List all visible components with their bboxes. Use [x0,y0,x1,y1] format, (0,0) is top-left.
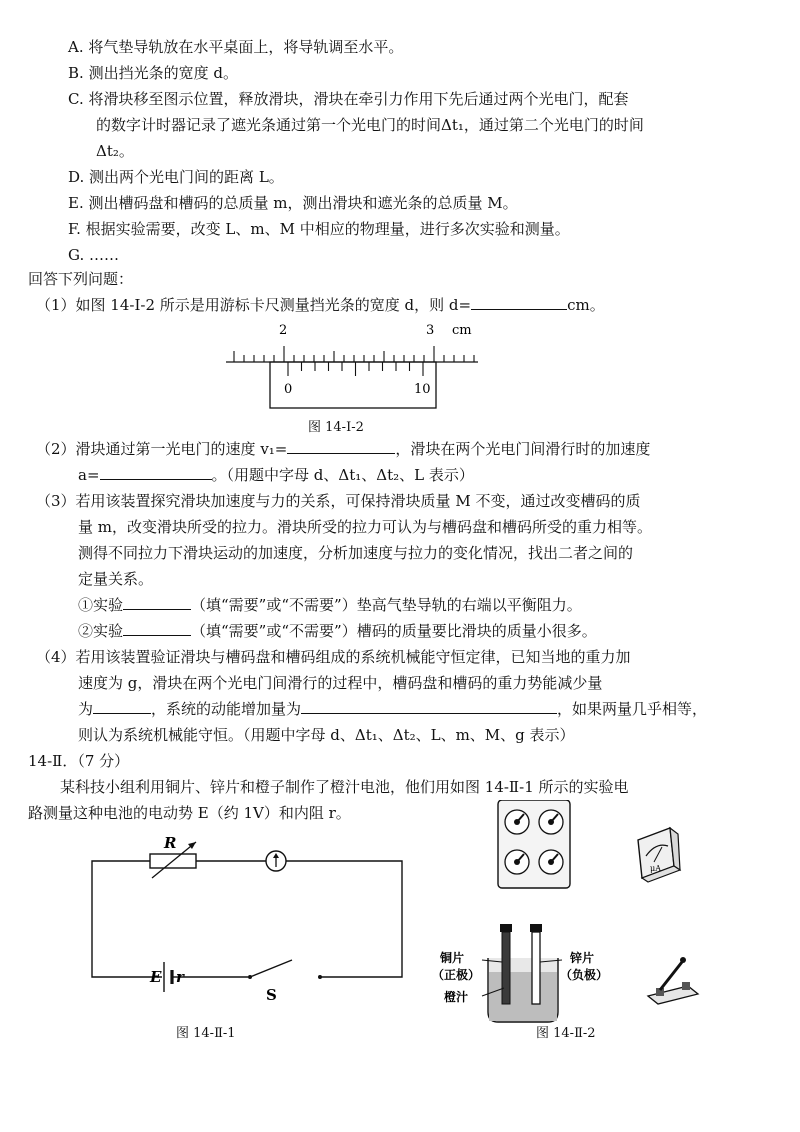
question-2-line1: （2）滑块通过第一光电门的速度 v₁= ，滑块在两个光电门间滑行时的加速度 [36,440,651,458]
question-3-line2: 量 m，改变滑块所受的拉力。滑块所受的拉力可认为与槽码盘和槽码所受的重力相等。 [78,518,652,536]
vernier-scale-frame [270,362,436,408]
vernier-scale-ticks [288,362,423,376]
question-3-line4: 定量关系。 [78,570,154,588]
resistance-box [498,800,570,888]
step-f: F. 根据实验需要，改变 L、m、M 中相应的物理量，进行多次实验和测量。 [68,220,570,238]
label-juice: 橙汁 [444,990,469,1004]
part-2-paragraph-1: 某科技小组利用铜片、锌片和橙子制作了橙汁电池，他们用如图 14-Ⅱ-1 所示的实验电 [60,778,629,796]
vernier-label-0: 0 [284,382,293,397]
question-3-line3: 测得不同拉力下滑块运动的加速度，分析加速度与拉力的变化情况，找出二者之间的 [78,544,634,562]
answer-blank-v1[interactable] [287,439,395,454]
orange-juice-battery [482,924,562,1022]
switch-blade [250,960,292,977]
answer-blank-a[interactable] [100,465,212,480]
step-e: E. 测出槽码盘和槽码的总质量 m，测出滑块和遮光条的总质量 M。 [68,194,518,212]
meter-label: μA [650,864,661,873]
vernier-caliper-figure [220,318,490,430]
label-R: R [164,834,177,852]
label-r: r [176,968,184,986]
wire-right [286,861,402,977]
main-scale-label-2: 2 [279,323,288,338]
question-4-line3: 为 ，系统的动能增加量为 ，如果两量几乎相等， [78,700,708,718]
knife-switch [648,957,698,1004]
apparatus-figure [420,800,720,1030]
question-4-line4: 则认为系统机械能守恒。（用题中字母 d、Δt₁、Δt₂、L、m、M、g 表示） [78,726,575,744]
part-2-paragraph-2: 路测量这种电池的电动势 E（约 1V）和内阻 r。 [28,804,351,822]
answer-blank-3-2[interactable] [123,621,191,636]
step-a: A. 将气垫导轨放在水平桌面上，将导轨调至水平。 [68,38,404,56]
step-g: G. …… [68,246,119,264]
question-3-line1: （3）若用该装置探究滑块加速度与力的关系，可保持滑块质量 M 不变，通过改变槽码的质 [36,492,641,510]
label-S: S [266,986,277,1002]
apparatus-caption: 图 14-Ⅱ-2 [536,1026,596,1041]
switch-contact [318,975,322,979]
main-scale-ticks [234,346,474,362]
question-3-sub1: ①实验 （填“需要”或“不需要”）垫高气垫导轨的右端以平衡阻力。 [78,596,582,614]
vernier-label-10: 10 [414,382,431,397]
circuit-diagram [80,832,420,1002]
step-b: B. 测出挡光条的宽度 d。 [68,64,238,82]
part-2-heading: 14-Ⅱ．（7 分） [28,752,130,770]
main-scale-label-3: 3 [426,323,435,338]
step-c-line3: Δt₂。 [96,142,134,160]
label-zinc-negative: （负极） [560,968,609,982]
answer-blank-ek[interactable] [301,699,557,714]
intro-text: 回答下列问题： [28,270,134,288]
answer-blank-ep[interactable] [93,699,151,714]
question-1: （1）如图 14-Ⅰ-2 所示是用游标卡尺测量挡光条的宽度 d，则 d= cm。 [36,296,605,314]
question-2-line2: a= 。（用题中字母 d、Δt₁、Δt₂、L 表示） [78,466,474,484]
question-4-line2: 速度为 g，滑块在两个光电门间滑行的过程中，槽码盘和槽码的重力势能减少量 [78,674,603,692]
label-zinc: 锌片 [570,951,595,965]
label-copper-positive: （正极） [432,968,481,982]
microammeter [638,828,680,882]
step-c-line2: 的数字计时器记录了遮光条通过第一个光电门的时间Δt₁，通过第二个光电门的时间 [96,116,644,134]
step-d: D. 测出两个光电门间的距离 L。 [68,168,284,186]
wire-left [92,861,162,977]
circuit-caption: 图 14-Ⅱ-1 [176,1026,236,1041]
caliper-caption: 图 14-Ⅰ-2 [308,420,364,435]
answer-blank-d[interactable] [471,295,567,310]
question-4-line1: （4）若用该装置验证滑块与槽码盘和槽码组成的系统机械能守恒定律，已知当地的重力加 [36,648,631,666]
label-E: E [150,968,162,986]
question-3-sub2: ②实验 （填“需要”或“不需要”）槽码的质量要比滑块的质量小很多。 [78,622,597,640]
step-c: C. 将滑块移至图示位置，释放滑块，滑块在牵引力作用下先后通过两个光电门，配套 [68,90,629,108]
label-copper: 铜片 [440,951,465,965]
unit-label: cm [452,323,472,338]
answer-blank-3-1[interactable] [123,595,191,610]
